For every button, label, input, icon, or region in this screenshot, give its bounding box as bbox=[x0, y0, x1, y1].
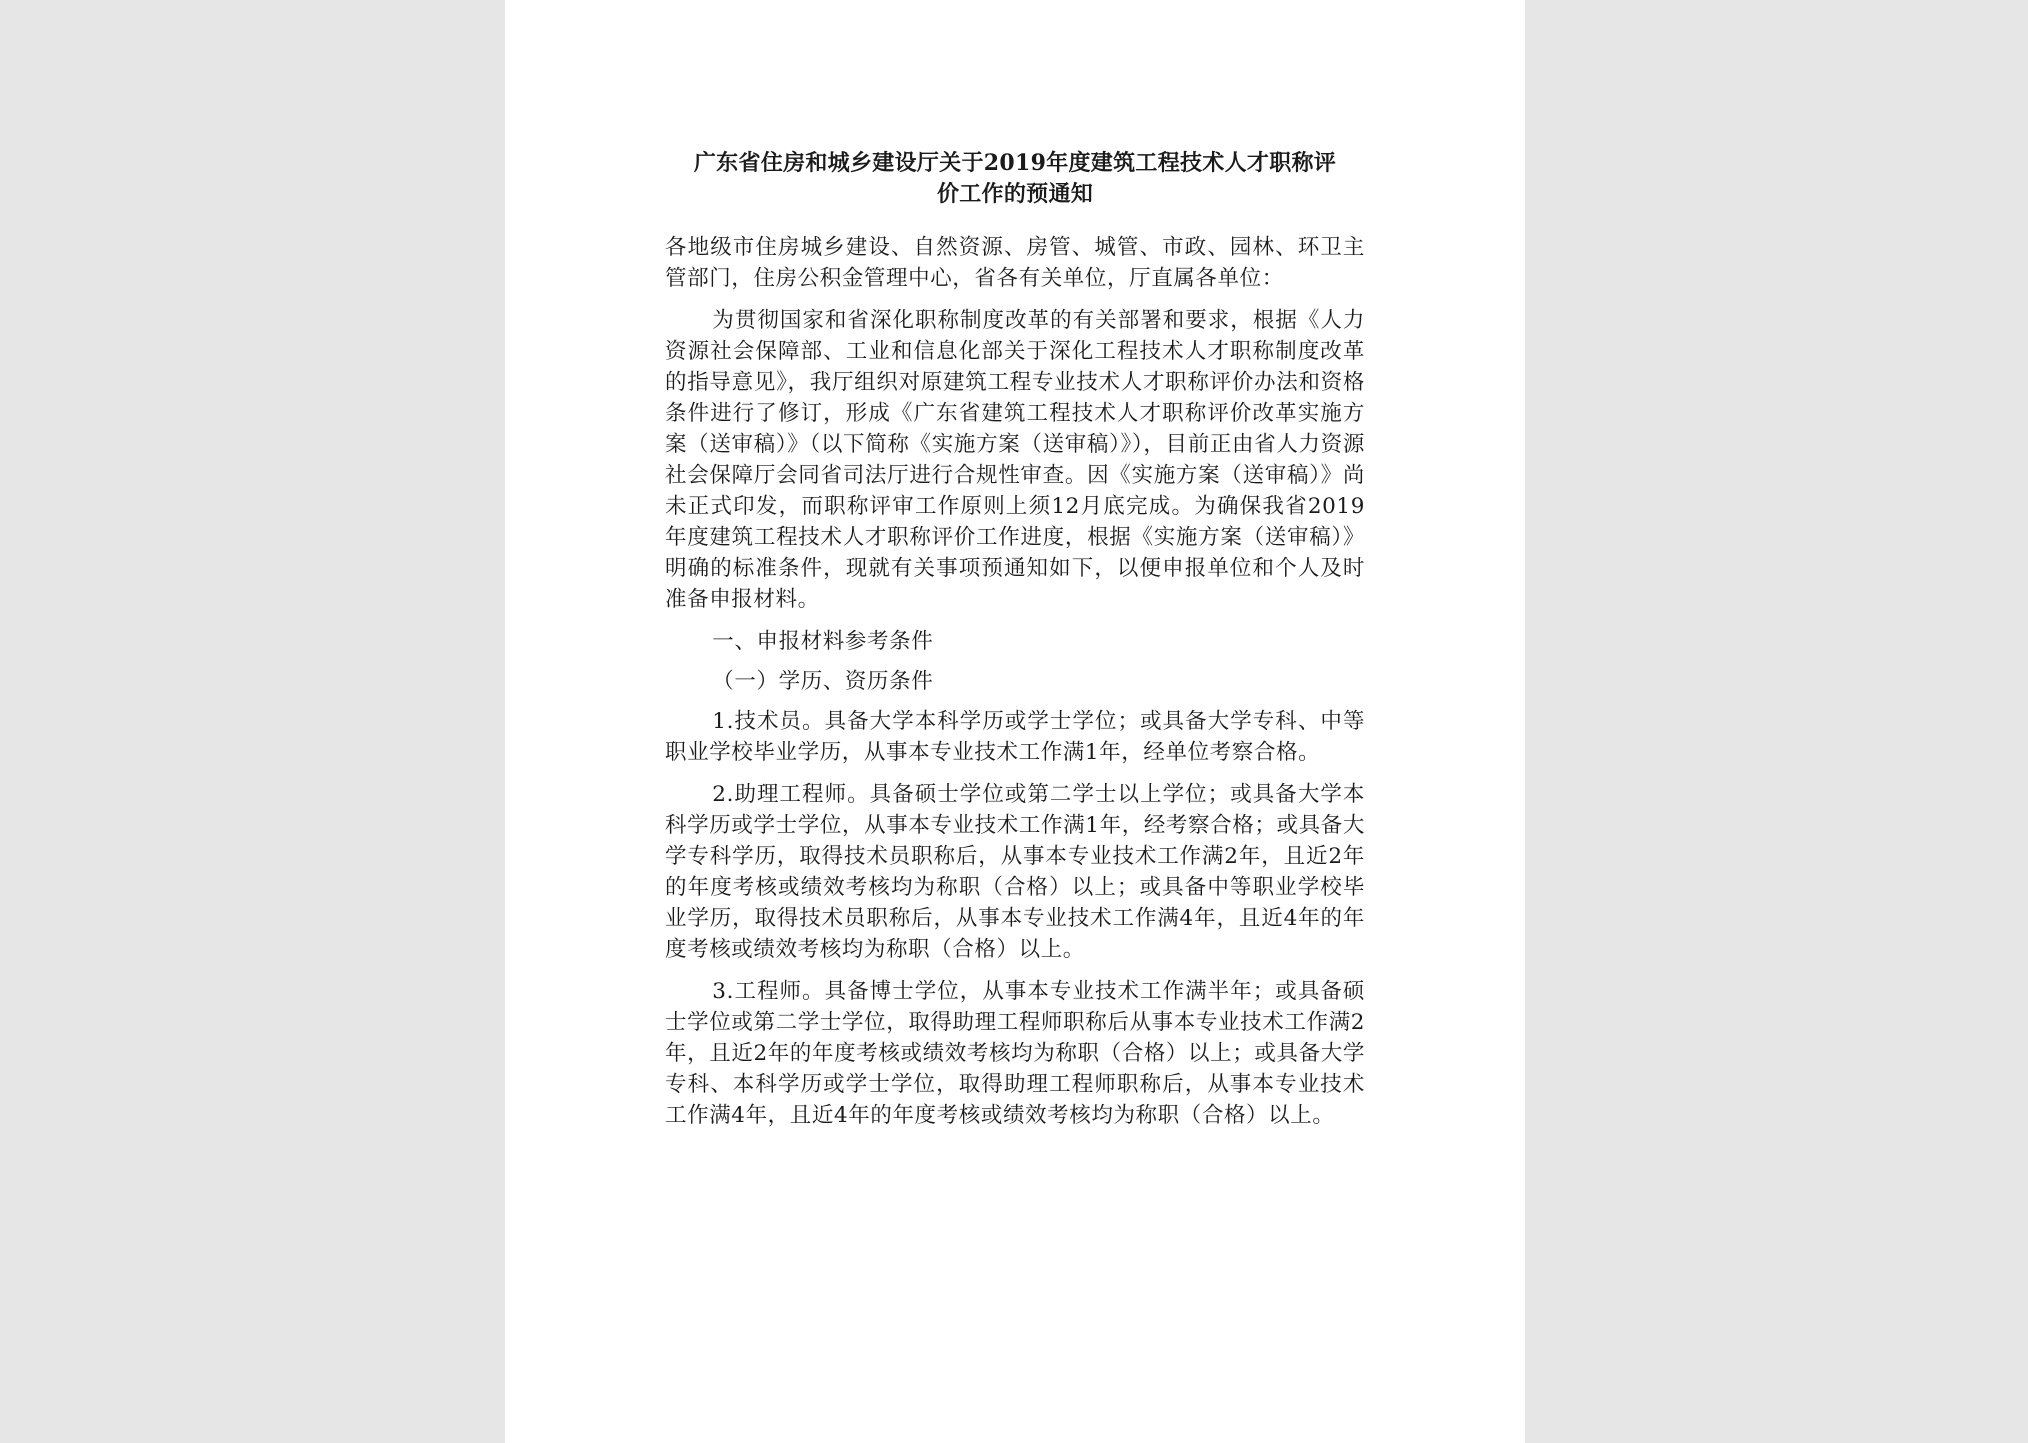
section-heading: 一、申报材料参考条件 bbox=[712, 629, 934, 654]
item-technician: 1.技术员。具备大学本科学历或学士学位；或具备大学专科、中等职业学校毕业学历，从事本专业技术工作满1年，经单位考察合格。 bbox=[665, 709, 1365, 765]
document-title-line-1: 广东省住房和城乡建设厅关于2019年度建筑工程技术人才职称评 bbox=[693, 150, 1337, 176]
document-title bbox=[665, 148, 1365, 210]
document-content bbox=[665, 148, 1365, 1142]
document-page bbox=[505, 0, 1525, 1443]
intro-paragraph: 为贯彻国家和省深化职称制度改革的有关部署和要求，根据《人力资源社会保障部、工业和信息化部关于深化工程技术人才职称制度改革的指导意见》，我厅组织对原建筑工程专业技术人才职称评价办法和资格条件进行了修订，形成《广东省建筑工程技术人才职称评价改革实施方案（送审稿）》（以下简称《实施方案（送审稿）》），目前正由省人力资源社会保障厅会同省司法厅进行合规性审查。因《实施方案（送审稿）》尚未正式印发，而职称评审工作原则上须12月底完成。为确保我省2019年度建筑工程技术人才职称评价工作进度，根据《实施方案（送审稿）》明确的标准条件，现就有关事项预通知如下，以便申报单位和个人及时准备申报材料。 bbox=[665, 308, 1365, 612]
subsection-heading: （一）学历、资历条件 bbox=[712, 669, 934, 694]
document-title-line-2: 价工作的预通知 bbox=[936, 181, 1094, 207]
item-assistant-engineer: 2.助理工程师。具备硕士学位或第二学士以上学位；或具备大学本科学历或学士学位，从事本专业技术工作满1年，经考察合格；或具备大学专科学历，取得技术员职称后，从事本专业技术工作满2年，且近2年的年度考核或绩效考核均为称职（合格）以上；或具备中等职业学校毕业学历，取得技术员职称后，从事本专业技术工作满4年，且近4年的年度考核或绩效考核均为称职（合格）以上。 bbox=[665, 782, 1365, 962]
item-engineer: 3.工程师。具备博士学位，从事本专业技术工作满半年；或具备硕士学位或第二学士学位，取得助理工程师职称后从事本专业技术工作满2年，且近2年的年度考核或绩效考核均为称职（合格）以上；或具备大学专科、本科学历或学士学位，取得助理工程师职称后，从事本专业技术工作满4年，且近4年的年度考核或绩效考核均为称职（合格）以上。 bbox=[665, 979, 1365, 1128]
addressee-paragraph: 各地级市住房城乡建设、自然资源、房管、城管、市政、园林、环卫主管部门，住房公积金管理中心，省各有关单位，厅直属各单位： bbox=[665, 235, 1365, 291]
